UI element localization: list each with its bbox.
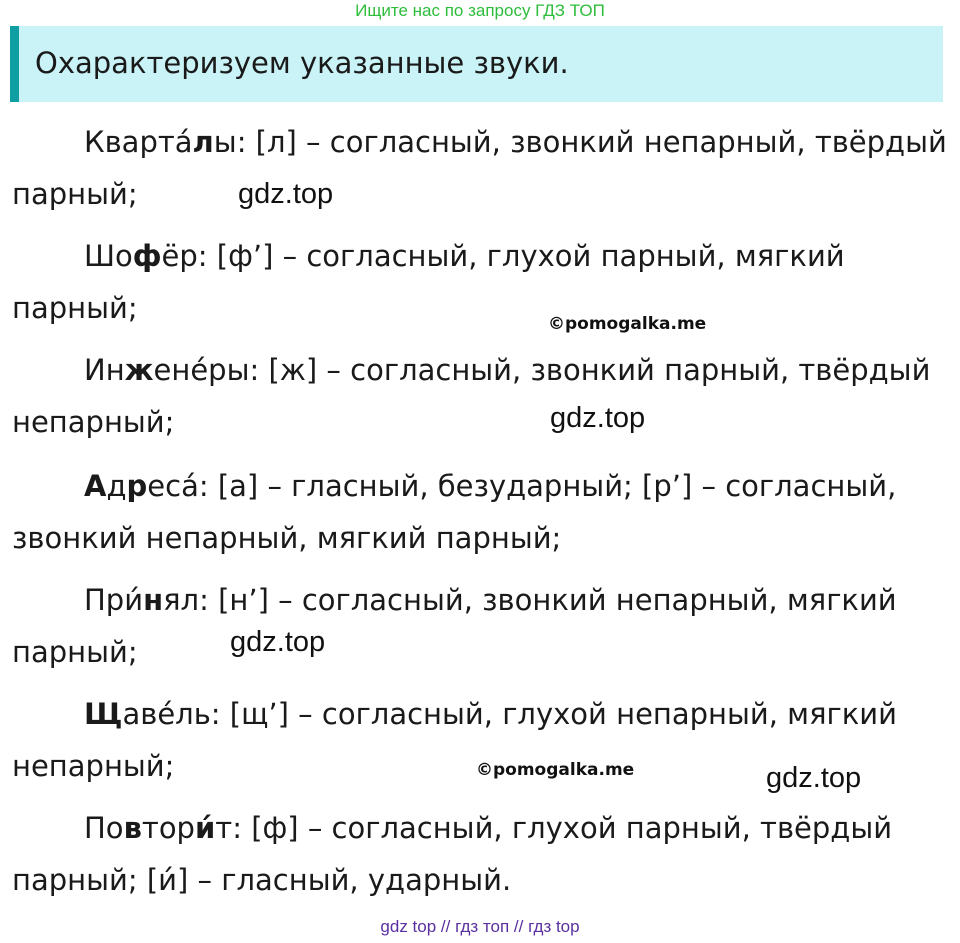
word-part: По bbox=[84, 811, 124, 845]
entry-line-1 bbox=[12, 116, 952, 168]
highlighted-letter: л bbox=[192, 125, 214, 159]
entry-adresa bbox=[12, 460, 952, 564]
task-heading-box bbox=[10, 26, 943, 102]
footer-links[interactable]: gdz top // гдз топ // гдз top bbox=[380, 917, 580, 936]
word-part: При́ bbox=[84, 583, 144, 617]
entry-line-2: парный; bbox=[12, 291, 138, 325]
entry-description: : [ф] – согласный, глухой парный, твёрдый bbox=[232, 811, 893, 845]
highlighted-letter: и́ bbox=[194, 811, 216, 845]
word-part: ял bbox=[163, 583, 200, 617]
entry-line-1 bbox=[12, 574, 952, 626]
entry-line-1 bbox=[12, 344, 952, 396]
entry-line-2: непарный; bbox=[12, 749, 175, 783]
highlighted-letter: А bbox=[84, 469, 107, 503]
word-part: ы bbox=[213, 125, 237, 159]
entry-line-1 bbox=[12, 802, 952, 854]
highlighted-letter: в bbox=[123, 811, 142, 845]
watermark-gdz: gdz.top bbox=[230, 626, 326, 658]
entry-prinyal bbox=[12, 574, 952, 678]
highlighted-letter: р bbox=[126, 469, 148, 503]
entry-description: : [л] – согласный, звонкий непарный, твёрдый bbox=[236, 125, 947, 159]
entry-line-2: парный; [и́] – гласный, ударный. bbox=[12, 863, 512, 897]
entry-line-2: непарный; bbox=[12, 405, 175, 439]
entry-line-2: парный; bbox=[12, 635, 138, 669]
watermark-pomogalka: ©pomogalka.me bbox=[548, 314, 707, 334]
top-banner-link[interactable]: Ищите нас по запросу ГДЗ ТОП bbox=[355, 1, 605, 20]
highlighted-letter: Щ bbox=[84, 697, 123, 731]
highlighted-letter: ф bbox=[132, 239, 162, 273]
entry-description: : [ф’] – согласный, глухой парный, мягкий bbox=[197, 239, 845, 273]
entry-line-1 bbox=[12, 688, 952, 740]
entry-line-2: звонкий непарный, мягкий парный; bbox=[12, 521, 562, 555]
entry-kvartaly bbox=[12, 116, 952, 220]
word-part: Ин bbox=[84, 353, 125, 387]
watermark-gdz: gdz.top bbox=[766, 762, 862, 794]
entry-description: : [щ’] – согласный, глухой непарный, мягкий bbox=[210, 697, 897, 731]
entry-description: : [ж] – согласный, звонкий парный, твёрдый bbox=[249, 353, 931, 387]
watermark-gdz: gdz.top bbox=[550, 402, 646, 434]
watermark-gdz: gdz.top bbox=[238, 178, 334, 210]
entry-line-1 bbox=[12, 460, 952, 512]
highlighted-letter: ж bbox=[124, 353, 154, 387]
word-part: аве́ль bbox=[122, 697, 211, 731]
entry-line-2: парный; bbox=[12, 177, 138, 211]
word-part: еса́ bbox=[147, 469, 199, 503]
entry-description: : [н’] – согласный, звонкий непарный, мягкий bbox=[199, 583, 897, 617]
task-heading: Охарактеризуем указанные звуки. bbox=[35, 46, 569, 80]
watermark-pomogalka: ©pomogalka.me bbox=[476, 760, 635, 780]
word-part: ёр bbox=[161, 239, 198, 273]
word-part: ене́ры bbox=[153, 353, 250, 387]
entry-povtorit bbox=[12, 802, 952, 906]
entry-shofyor bbox=[12, 230, 952, 334]
word-part: т bbox=[215, 811, 233, 845]
entry-inzhenery bbox=[12, 344, 952, 448]
highlighted-letter: н bbox=[143, 583, 164, 617]
word-part: Шо bbox=[84, 239, 133, 273]
entry-description: : [а] – гласный, безударный; [р’] – согласный, bbox=[198, 469, 897, 503]
entry-line-1 bbox=[12, 230, 952, 282]
word-part: д bbox=[106, 469, 127, 503]
word-part: Кварта́ bbox=[84, 125, 193, 159]
word-part: тор bbox=[141, 811, 195, 845]
